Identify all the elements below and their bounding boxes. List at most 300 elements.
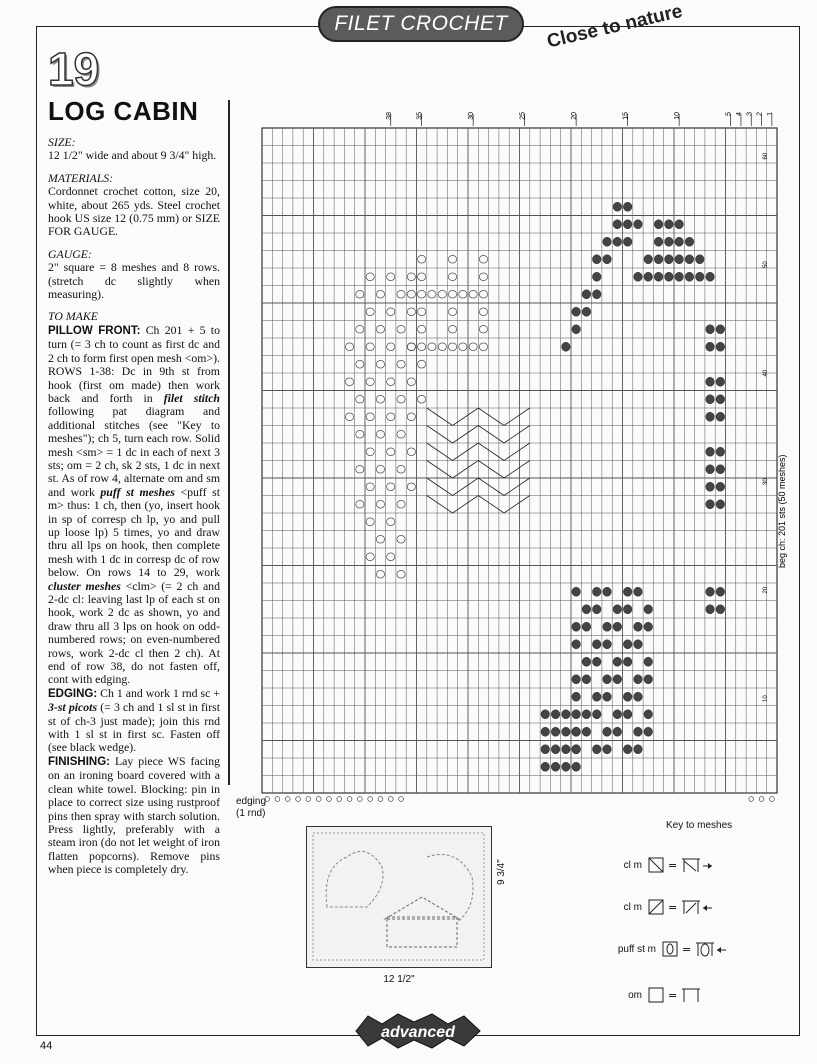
puff-stitch-mark	[572, 692, 581, 701]
cluster-mark	[479, 273, 487, 281]
filet-stitch-term: filet stitch	[163, 390, 220, 405]
puff-stitch-mark	[706, 377, 715, 386]
cluster-mark	[376, 465, 384, 473]
puff-stitch-mark	[706, 412, 715, 421]
puff-stitch-mark	[716, 447, 725, 456]
column-label: 1	[766, 112, 774, 116]
puff-stitch-mark	[654, 272, 663, 281]
puff-stitch-mark	[603, 255, 612, 264]
puff-stitch-mark	[716, 587, 725, 596]
puff-stitch-mark	[706, 605, 715, 614]
puff-stitch-mark	[716, 412, 725, 421]
puff-stitch-mark	[623, 692, 632, 701]
pattern-number: 19	[48, 43, 100, 95]
cluster-mark	[387, 308, 395, 316]
column-label: 38	[385, 112, 393, 120]
cluster-mark	[387, 518, 395, 526]
puff-stitch-mark	[623, 202, 632, 211]
cluster-mark	[356, 500, 364, 508]
puff-stitch-mark	[695, 272, 704, 281]
puff-stitch-mark	[695, 255, 704, 264]
key-row-cluster-left	[608, 898, 714, 916]
puff-stitch-mark	[634, 727, 643, 736]
puff-stitch-mark	[675, 255, 684, 264]
puff-stitch-mark	[706, 395, 715, 404]
row-label: 10	[763, 695, 769, 702]
picot-mark	[275, 797, 280, 802]
puff-stitch-mark	[592, 710, 601, 719]
puff-stitch-mark	[623, 587, 632, 596]
cluster-mark	[397, 290, 405, 298]
filet-chart	[240, 98, 800, 818]
puff-stitch-mark	[572, 587, 581, 596]
cluster-mark	[376, 395, 384, 403]
cluster-mark	[366, 553, 374, 561]
puff-stitch-mark	[634, 745, 643, 754]
puff-stitch-mark	[644, 657, 653, 666]
puff-stitch-mark	[706, 587, 715, 596]
cluster-mark	[448, 325, 456, 333]
gauge-heading: GAUGE:	[48, 246, 92, 261]
puff-stitch-mark	[613, 657, 622, 666]
cluster-mark	[397, 535, 405, 543]
puff-stitch-mark	[592, 640, 601, 649]
pillow-front-text-c: <puff st m> thus: 1 ch, then (yo, insert hook in sp of corresp ch lp, yo and pull up loose lp) 5 times, yo and draw thru all lps on hook, then complete mesh with 1 dc in corresp dc of row below. On rows 14 to 29, work	[48, 484, 220, 580]
cluster-mark	[418, 343, 426, 351]
row-label: 30	[763, 478, 769, 485]
column-label: 20	[571, 112, 579, 120]
picot-mark	[399, 797, 404, 802]
column-label: 15	[622, 112, 630, 120]
column-label: 35	[416, 112, 424, 120]
key-row-open-mesh	[608, 986, 714, 1004]
cluster-mark	[356, 430, 364, 438]
key-row-cluster-right	[608, 856, 714, 874]
materials-heading: MATERIALS:	[48, 170, 114, 185]
cluster-mark	[407, 413, 415, 421]
size-body: 12 1/2" wide and about 9 3/4" high.	[48, 148, 217, 163]
puff-stitch-mark	[613, 675, 622, 684]
cluster-mark	[366, 483, 374, 491]
column-label: 25	[519, 112, 527, 120]
cluster-mark	[387, 413, 395, 421]
puff-stitch-mark	[665, 237, 674, 246]
finishing-step	[48, 755, 220, 877]
puff-stitch-mark	[582, 727, 591, 736]
cluster-mark	[387, 343, 395, 351]
picot-mark	[337, 797, 342, 802]
cluster-mark	[366, 518, 374, 526]
puff-stitch-mark	[634, 587, 643, 596]
picot-mark	[749, 797, 754, 802]
svg-text:=: =	[668, 901, 678, 914]
puff-stitch-mark	[592, 290, 601, 299]
puff-stitch-mark	[572, 710, 581, 719]
cluster-mark	[387, 553, 395, 561]
picot-mark	[378, 797, 383, 802]
edging-text-b: (= 3 ch and 1 sl st in first st of ch-3 just made); join this rnd with 1 sl st in first sc. Fasten off (see black wedge).	[48, 700, 220, 755]
puff-stitch-mark	[644, 622, 653, 631]
pillow-front-text-a: Ch 201 + 5 to turn (= 3 ch to count as first dc and 2 ch to form first open mesh <om>). ROWS 1-38: Dc in 9th st from hook (first om made) then work back and forth in	[48, 322, 220, 405]
cluster-meshes-term: cluster meshes	[48, 578, 121, 593]
cluster-mark	[479, 308, 487, 316]
puff-stitch-mark	[603, 692, 612, 701]
cluster-mark	[479, 255, 487, 263]
cluster-mark	[418, 360, 426, 368]
key-label: om	[628, 989, 642, 1001]
cluster-mark	[407, 343, 415, 351]
picot-mark	[357, 797, 362, 802]
cluster-mark	[356, 395, 364, 403]
cluster-mark	[356, 360, 364, 368]
puff-meshes-term: puff st meshes	[100, 484, 175, 499]
puff-stitch-mark	[592, 692, 601, 701]
puff-stitch-mark	[623, 745, 632, 754]
puff-stitch-mark	[665, 220, 674, 229]
puff-stitch-mark	[613, 220, 622, 229]
svg-text:=: =	[682, 943, 692, 956]
puff-stitch-mark	[716, 482, 725, 491]
cluster-mark	[407, 308, 415, 316]
puff-stitch-mark	[644, 605, 653, 614]
cluster-mark	[469, 343, 477, 351]
puff-stitch-mark	[613, 237, 622, 246]
puff-stitch-mark	[572, 622, 581, 631]
puff-stitch-mark	[675, 220, 684, 229]
puff-stitch-mark	[634, 272, 643, 281]
cluster-mark	[397, 570, 405, 578]
cluster-mark	[418, 290, 426, 298]
puff-stitch-mark	[716, 500, 725, 509]
puff-stitch-mark	[644, 710, 653, 719]
cluster-mark	[356, 290, 364, 298]
svg-text:advanced: advanced	[381, 1024, 455, 1041]
puff-stitch-mark	[603, 745, 612, 754]
cluster-mark	[479, 290, 487, 298]
cluster-mark	[418, 308, 426, 316]
puff-stitch-mark	[541, 727, 550, 736]
puff-stitch-mark	[582, 657, 591, 666]
puff-stitch-mark	[665, 272, 674, 281]
thumbnail-width: 12 1/2"	[383, 974, 415, 985]
puff-stitch-mark	[592, 587, 601, 596]
instructions-column	[48, 136, 220, 877]
puff-stitch-mark	[582, 605, 591, 614]
cluster-mark	[428, 290, 436, 298]
cluster-mark	[448, 343, 456, 351]
puff-stitch-mark	[706, 447, 715, 456]
picot-mark	[769, 797, 774, 802]
pillow-front-text-d: <clm> (= 2 ch and 2-dc cl: leaving last lp of each st on hook, work 2 dc as shown, yo and draw thru all 3 lps on hook on odd-numbered rows; on even-numbered rows, work 2-dc cl then 2 ch). At end of row 38, do not fasten off, cont with edging.	[48, 578, 220, 687]
cluster-mark	[366, 413, 374, 421]
cluster-mark	[407, 378, 415, 386]
puff-stitch-mark	[592, 272, 601, 281]
cluster-mark	[356, 465, 364, 473]
cluster-mark	[418, 273, 426, 281]
advanced-level-badge	[352, 1012, 484, 1050]
puff-stitch-mark	[541, 745, 550, 754]
key-label: cl m	[623, 901, 642, 913]
puff-stitch-mark	[551, 710, 560, 719]
puff-stitch-mark	[582, 622, 591, 631]
puff-stitch-mark	[634, 220, 643, 229]
picot-mark	[285, 797, 290, 802]
column-label: 30	[468, 112, 476, 120]
cluster-mark	[376, 325, 384, 333]
chart-grid	[262, 128, 777, 793]
cluster-mark	[469, 290, 477, 298]
puff-stitch-mark	[582, 307, 591, 316]
gauge-body: 2" square = 8 meshes and 8 rows. (stretch dc slightly when measuring).	[48, 260, 220, 302]
key-label: puff st m	[617, 943, 656, 955]
puff-stitch-mark	[613, 202, 622, 211]
puff-stitch-mark	[644, 272, 653, 281]
cluster-mark	[479, 343, 487, 351]
puff-stitch-mark	[603, 640, 612, 649]
cluster-mark	[418, 255, 426, 263]
puff-stitch-mark	[613, 727, 622, 736]
puff-stitch-mark	[706, 325, 715, 334]
puff-stitch-mark	[551, 745, 560, 754]
puff-stitch-mark	[582, 290, 591, 299]
picot-mark	[368, 797, 373, 802]
puff-stitch-mark	[572, 727, 581, 736]
cluster-mark	[376, 290, 384, 298]
edging-label: EDGING:	[48, 687, 98, 700]
puff-stitch-mark	[613, 605, 622, 614]
cluster-mark	[345, 378, 353, 386]
cluster-mark	[345, 343, 353, 351]
cluster-mark	[397, 500, 405, 508]
puff-stitch-mark	[716, 377, 725, 386]
puff-stitch-mark	[541, 762, 550, 771]
cluster-mark	[366, 448, 374, 456]
puff-stitch-mark	[654, 237, 663, 246]
cluster-mark	[387, 448, 395, 456]
puff-stitch-mark	[706, 482, 715, 491]
puff-stitch-mark	[551, 727, 560, 736]
puff-stitch-mark	[685, 255, 694, 264]
edging-note-text: edging (1 rnd)	[236, 796, 267, 819]
puff-stitch-mark	[603, 727, 612, 736]
puff-stitch-mark	[706, 500, 715, 509]
cluster-mark	[387, 273, 395, 281]
cluster-mark	[366, 273, 374, 281]
finished-piece-thumbnail	[306, 826, 492, 968]
puff-stitch-mark	[623, 605, 632, 614]
cluster-mark	[397, 325, 405, 333]
pillow-front-step	[48, 324, 220, 687]
cluster-mark	[407, 273, 415, 281]
puff-stitch-mark	[675, 272, 684, 281]
cluster-mark	[397, 465, 405, 473]
puff-stitch-icon	[662, 940, 728, 958]
cluster-mark	[448, 255, 456, 263]
puff-stitch-mark	[541, 710, 550, 719]
cluster-right-icon	[648, 856, 714, 874]
puff-stitch-mark	[562, 745, 571, 754]
puff-stitch-mark	[634, 622, 643, 631]
cluster-mark	[387, 483, 395, 491]
puff-stitch-mark	[634, 640, 643, 649]
key-label: cl m	[623, 859, 642, 871]
key-row-puff-stitch	[608, 940, 728, 958]
cluster-mark	[397, 395, 405, 403]
puff-stitch-mark	[592, 657, 601, 666]
finishing-text: Lay piece WS facing on an ironing board covered with a clean white towel. Blocking: pin in place to correct size using rustproof pins then spray with starch solution. Press lightly, preferably with a steam iron (do not let weight of iron flatten popcorns). Remove pins when piece is completely dry.	[48, 753, 221, 877]
cluster-mark	[448, 308, 456, 316]
puff-stitch-mark	[675, 237, 684, 246]
cluster-mark	[459, 290, 467, 298]
thumbnail-height: 9 3/4"	[496, 859, 507, 885]
cluster-mark	[376, 500, 384, 508]
puff-stitch-mark	[603, 622, 612, 631]
picots-term: 3-st picots	[48, 700, 98, 715]
puff-stitch-mark	[644, 675, 653, 684]
puff-stitch-mark	[623, 237, 632, 246]
cluster-mark	[376, 430, 384, 438]
puff-stitch-mark	[572, 762, 581, 771]
puff-stitch-mark	[582, 710, 591, 719]
puff-stitch-mark	[572, 325, 581, 334]
cluster-mark	[366, 378, 374, 386]
cluster-mark	[479, 325, 487, 333]
cluster-mark	[407, 290, 415, 298]
puff-stitch-mark	[623, 640, 632, 649]
puff-stitch-mark	[716, 395, 725, 404]
puff-stitch-mark	[562, 342, 571, 351]
puff-stitch-mark	[623, 710, 632, 719]
picot-mark	[388, 797, 393, 802]
puff-stitch-mark	[582, 675, 591, 684]
cluster-mark	[356, 325, 364, 333]
cluster-mark	[387, 378, 395, 386]
puff-stitch-mark	[592, 255, 601, 264]
row-label: 20	[763, 586, 769, 594]
puff-stitch-mark	[623, 220, 632, 229]
puff-stitch-mark	[603, 587, 612, 596]
column-divider	[228, 100, 230, 785]
picot-mark	[759, 797, 764, 802]
puff-stitch-mark	[562, 762, 571, 771]
key-title: Key to meshes	[666, 820, 733, 831]
puff-stitch-mark	[654, 255, 663, 264]
cluster-mark	[459, 343, 467, 351]
puff-stitch-mark	[685, 237, 694, 246]
edging-step	[48, 687, 220, 755]
svg-text:=: =	[668, 989, 678, 1002]
materials-body: Cordonnet crochet cotton, size 20, white, about 265 yds. Steel crochet hook US size 12 (0.75 mm) or SIZE FOR GAUGE.	[48, 184, 220, 239]
to-make-heading: TO MAKE	[48, 309, 98, 324]
column-label: 10	[674, 112, 682, 120]
cluster-mark	[366, 308, 374, 316]
picot-mark	[296, 797, 301, 802]
column-label: 3	[746, 112, 754, 116]
section-banner: FILET CROCHET	[318, 6, 524, 42]
puff-stitch-mark	[623, 657, 632, 666]
cluster-mark	[407, 483, 415, 491]
puff-stitch-mark	[716, 605, 725, 614]
edging-text-a: Ch 1 and work 1 rnd sc +	[100, 685, 220, 700]
puff-stitch-mark	[592, 745, 601, 754]
pillow-front-text-b: following pat diagram and additional stitches (see "Key to meshes"); ch 5, turn each row. Solid mesh <sm> = 1 dc in each of next 3 sts; om = 2 ch, sk 2 sts, 1 dc in next st. As of row 4, alternate om and sm and work	[48, 404, 220, 499]
puff-stitch-mark	[562, 710, 571, 719]
puff-stitch-mark	[603, 237, 612, 246]
puff-stitch-mark	[716, 342, 725, 351]
puff-stitch-mark	[613, 622, 622, 631]
puff-stitch-mark	[654, 220, 663, 229]
puff-stitch-mark	[551, 762, 560, 771]
puff-stitch-mark	[613, 710, 622, 719]
page-number: 44	[40, 1040, 53, 1052]
puff-stitch-mark	[716, 325, 725, 334]
cluster-mark	[418, 325, 426, 333]
puff-stitch-mark	[572, 307, 581, 316]
cluster-mark	[428, 343, 436, 351]
column-label: 5	[725, 112, 733, 116]
puff-stitch-mark	[716, 465, 725, 474]
pattern-title: LOG CABIN	[48, 96, 199, 126]
cluster-mark	[397, 430, 405, 438]
cluster-mark	[407, 448, 415, 456]
row-label: 60	[763, 152, 769, 160]
tagline: Close to nature	[545, 0, 685, 53]
chart-side-note: beg ch: 201 sts (50 meshes)	[777, 454, 787, 568]
size-heading: SIZE:	[48, 135, 76, 149]
cluster-mark	[397, 360, 405, 368]
puff-stitch-mark	[665, 255, 674, 264]
puff-stitch-mark	[572, 675, 581, 684]
puff-stitch-mark	[572, 640, 581, 649]
puff-stitch-mark	[706, 342, 715, 351]
svg-text:=: =	[668, 859, 678, 872]
column-label: 2	[756, 112, 764, 116]
cluster-mark	[438, 290, 446, 298]
row-label: 50	[763, 261, 769, 268]
puff-stitch-mark	[706, 272, 715, 281]
puff-stitch-mark	[603, 675, 612, 684]
puff-stitch-mark	[685, 272, 694, 281]
puff-stitch-mark	[634, 675, 643, 684]
puff-stitch-mark	[706, 465, 715, 474]
cluster-mark	[376, 535, 384, 543]
puff-stitch-mark	[562, 727, 571, 736]
row-label: 40	[763, 369, 769, 377]
puff-stitch-mark	[644, 255, 653, 264]
finishing-label: FINISHING:	[48, 755, 110, 768]
cluster-mark	[418, 395, 426, 403]
column-label: 4	[735, 112, 743, 116]
picot-mark	[306, 797, 311, 802]
chart-column-labels	[386, 112, 774, 126]
cluster-mark	[448, 273, 456, 281]
cluster-mark	[376, 360, 384, 368]
chart-row-labels	[763, 152, 769, 702]
picot-mark	[347, 797, 352, 802]
cluster-mark	[448, 290, 456, 298]
picot-mark	[327, 797, 332, 802]
thumbnail-drawing	[307, 827, 490, 966]
cluster-mark	[376, 570, 384, 578]
edging-note	[236, 796, 266, 820]
pillow-front-label: PILLOW FRONT:	[48, 324, 141, 337]
open-mesh-icon	[648, 986, 714, 1004]
cluster-mark	[345, 413, 353, 421]
picot-mark	[316, 797, 321, 802]
puff-stitch-mark	[572, 745, 581, 754]
cluster-mark	[438, 343, 446, 351]
cluster-mark	[366, 343, 374, 351]
